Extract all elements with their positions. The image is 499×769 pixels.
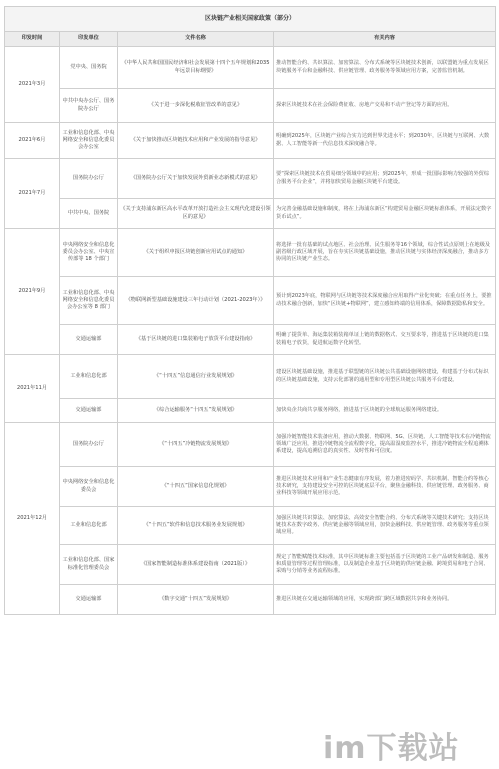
doc-name-cell: 《“十四五”冷链物流发展规划》 — [118, 423, 274, 467]
header-content: 有关内容 — [274, 32, 496, 47]
doc-name-cell: 《“十四五”国家信息化规划》 — [118, 467, 274, 507]
unit-cell: 中央网络安全和信息化委员会办公室、中央宣传部等 18 个部门 — [60, 229, 118, 277]
doc-name-cell: 《“十四五”软件和信息技术服务业发展规划》 — [118, 507, 274, 545]
watermark-text: im下载站 — [323, 731, 460, 766]
table-row — [5, 229, 496, 277]
doc-name-cell: 《关于加快推动区块链技术应用和产业发展的指导意见》 — [118, 123, 274, 159]
content-cell: 明确到2025年，区块链产业综合实力达到世界先进水平；到2030年，区块链与互联网、大数据、人工智能等新一代信息技术深度融合等。 — [274, 123, 496, 159]
doc-name-cell: 《“十四五”信息通信行业发展规划》 — [118, 355, 274, 399]
table-row — [5, 89, 496, 123]
watermark-logo — [323, 723, 493, 766]
table-row — [5, 325, 496, 355]
doc-name-cell: 《关于支持浦东新区高水平改革开放打造社会主义现代化建设引领区的意见》 — [118, 199, 274, 229]
unit-cell: 党中央、国务院 — [60, 47, 118, 89]
unit-cell: 中央网络安全和信息化委员会 — [60, 467, 118, 507]
date-cell: 2021年7月 — [5, 159, 60, 229]
table-row — [5, 467, 496, 507]
unit-cell: 工业和信息化部、中央网络安全和信息化委员会办公室 — [60, 123, 118, 159]
content-cell: 建设区块链基础设施，推进基于联盟链的区块链公共基础设施网络建设，构建基于分布式标识的区块链基础设施，支持云化部署的通用型和专用型区块链公共服务平台建设。 — [274, 355, 496, 399]
table-row — [5, 585, 496, 615]
header-date: 印发时间 — [5, 32, 60, 47]
content-cell: 加快央企共商共享服务网络，推进基于区块链的全球航运服务网络建设。 — [274, 399, 496, 423]
date-cell: 2021年11月 — [5, 355, 60, 423]
content-cell: 预计到2023年底，物联网与区块链等技术深度融合应用取得产业化突破；在重点任务上，要推动技术融合创新，加快“区块链+物联网”，建立感知终端的信用体系，保障数据隐私和安全。 — [274, 277, 496, 325]
content-cell: 加强冷链智能技术装备应用，推动大数据、物联网、5G、区块链、人工智能等技术在冷链物流领域广泛应用，推进冷链物流全流程数字化，提高温湿度监控水平，推进冷链物流全程追溯体系建设，提高追溯信息的真实性、及时性和可信度。 — [274, 423, 496, 467]
date-cell: 2021年12月 — [5, 423, 60, 615]
unit-cell: 工业和信息化部、国家标准化管理委员会 — [60, 545, 118, 585]
doc-name-cell: 《关于进一步深化税收征管改革的意见》 — [118, 89, 274, 123]
table-row — [5, 507, 496, 545]
unit-cell: 工业和信息化部 — [60, 355, 118, 399]
doc-name-cell: 《国家智能制造标准体系建设指南（2021版）》 — [118, 545, 274, 585]
table-row — [5, 199, 496, 229]
content-cell: 推进区块链技术应用和产业生态健康有序发展，着力推进密码学、共识机制、智能合约等核心技术研究，支持建设安全可控的区块链底层平台，聚焦金融科技、供应链管理、政务服务、商业科技等领域开展应用示范。 — [274, 467, 496, 507]
doc-name-cell: 《国务院办公厅关于加快发展外贸新业态新模式的意见》 — [118, 159, 274, 199]
unit-cell: 中共中央办公厅、国务院办公厅 — [60, 89, 118, 123]
table-row — [5, 545, 496, 585]
table-row — [5, 355, 496, 399]
content-cell: 要“探索区块链技术在贸易细分领域中的应用；到2025年，形成一批国际影响力较强的外贸综合服务平台企业”，并将加快贸易金融区块链平台建设。 — [274, 159, 496, 199]
unit-cell: 国务院办公厅 — [60, 423, 118, 467]
policy-document — [4, 6, 495, 615]
table-body — [5, 47, 496, 615]
content-cell: 将选择一批有基础的试点地区、社会治理、民生服务等16个领域，综合性试点原则上在地级及副省级行政区域开展，旨在夯实区块链基础设施，推动区块链与实体经济深度融合，推动多方协同的区块链产业生态。 — [274, 229, 496, 277]
unit-cell: 工业和信息化部 — [60, 507, 118, 545]
doc-name-cell: 《物联网新型基础设施建设三年行动计划（2021-2023年）》 — [118, 277, 274, 325]
table-row — [5, 277, 496, 325]
doc-name-cell: 《基于区块链的进口集装箱电子放货平台建设指南》 — [118, 325, 274, 355]
unit-cell: 中共中央、国务院 — [60, 199, 118, 229]
table-row — [5, 159, 496, 199]
table-row — [5, 399, 496, 423]
content-cell: 加强区块链共识算法、加密算法、高效安全智能合约、分布式系统等关键技术研究；支持区块链技术在数字政务、供应链金融等领域应用，加快金融科技、供应链管理、政务服务等重点领域应用。 — [274, 507, 496, 545]
date-cell: 2021年6月 — [5, 123, 60, 159]
table-row — [5, 47, 496, 89]
unit-cell: 国务院办公厅 — [60, 159, 118, 199]
table-title: 区块链产业相关国家政策（部分） — [5, 7, 496, 32]
table-row — [5, 123, 496, 159]
content-cell: 推进区块链在交通运输领域的应用，实现跨部门跨区域数据共享和业务协同。 — [274, 585, 496, 615]
doc-name-cell: 《综合运输服务“十四五”发展规划》 — [118, 399, 274, 423]
date-cell: 2021年9月 — [5, 229, 60, 355]
content-cell: 探索区块链技术在社会保险费征收、房地产交易和不动产登记等方面的应用。 — [274, 89, 496, 123]
unit-cell: 交通运输部 — [60, 399, 118, 423]
date-cell: 2021年3月 — [5, 47, 60, 123]
content-cell: 推动智能合约、共识算法、加密算法、分布式系统等区块链技术创新，以联盟链为重点发展区块链服务平台和金融科技、供应链管理、政务服务等领域应用方案，完善监管机制。 — [274, 47, 496, 89]
doc-name-cell: 《数字交通“十四五”发展规划》 — [118, 585, 274, 615]
table-row — [5, 423, 496, 467]
unit-cell: 工业和信息化部、中央网络安全和信息化委员会办公室等 8 部门 — [60, 277, 118, 325]
content-cell: 规定了智能赋能技术标准，其中区块链标准主要包括基于区块链的工业产品研发和制造、服务和质量管理等过程管理标准，以及制造企业基于区块链的供应链金融、跨境贸易和电子合同、采购与分销等业务流程标准。 — [274, 545, 496, 585]
doc-name-cell: 《关于组织申报区块链创新应用试点的通知》 — [118, 229, 274, 277]
unit-cell: 交通运输部 — [60, 585, 118, 615]
content-cell: 明确了提货单、海运集装箱装箱单证上链的数据格式、交互要求等，推进基于区块链的进口集装箱电子放货，促进航运数字化转型。 — [274, 325, 496, 355]
unit-cell: 交通运输部 — [60, 325, 118, 355]
header-doc: 文件名称 — [118, 32, 274, 47]
content-cell: 为完善金融基础设施和制度，将在上海浦东新区“构建贸易金融区块链标准体系，开展法定数字货币试点”。 — [274, 199, 496, 229]
header-row — [5, 32, 496, 47]
header-unit: 印发单位 — [60, 32, 118, 47]
policy-table — [4, 6, 496, 615]
doc-name-cell: 《中华人民共和国国民经济和社会发展第十四个五年规划和2035年远景目标纲要》 — [118, 47, 274, 89]
